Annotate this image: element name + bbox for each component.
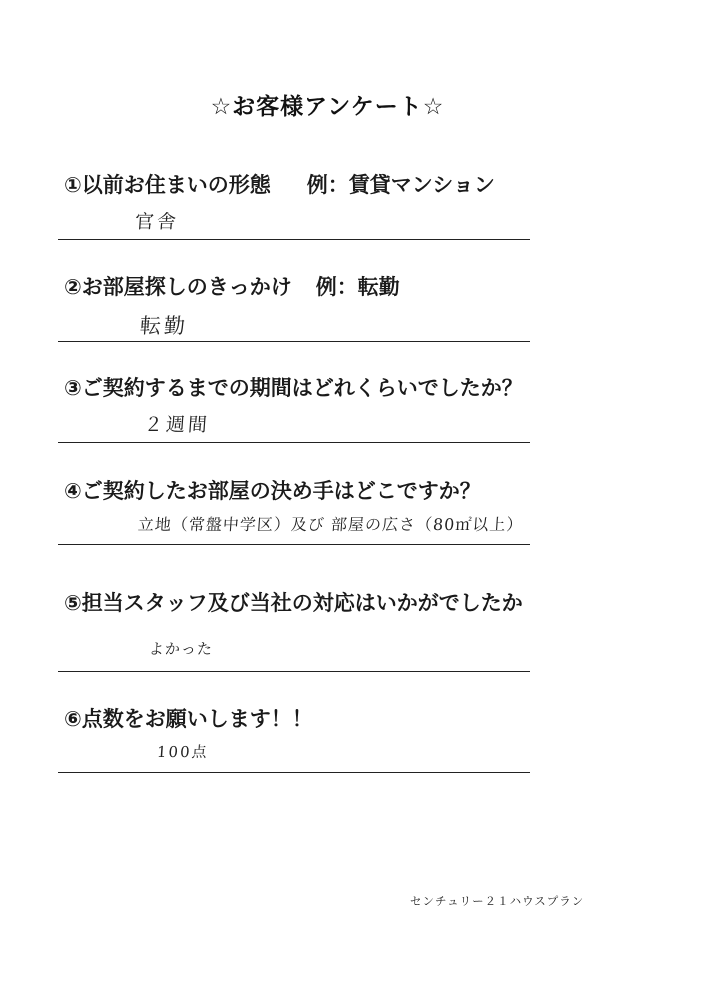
question-4 [64,475,481,505]
question-1 [64,169,495,199]
question-5 [64,587,523,617]
question-1-example: 例：賃貸マンション [306,173,495,197]
answer-line-3 [58,442,530,443]
answer-6: 100点 [156,743,210,761]
question-5-text: ⑤担当スタッフ及び当社の対応はいかがでしたか [64,591,523,615]
answer-line-2 [58,341,530,342]
page-title: ☆お客様アンケート☆ [210,94,445,120]
answer-3: ２週間 [143,414,211,436]
question-3-text: ③ご契約するまでの期間はどれくらいでしたか？ [64,376,523,400]
question-6 [64,703,313,733]
answer-line-1 [58,239,530,240]
question-2 [64,271,400,301]
question-6-text: ⑥点数をお願いします！！ [64,707,313,731]
answer-4: 立地（常盤中学区）及び 部屋の広さ（80㎡以上） [137,515,525,534]
question-4-text: ④ご契約したお部屋の決め手はどこですか？ [64,479,481,503]
answer-line-6 [58,772,530,773]
answer-2: 転勤 [139,314,189,338]
answer-5: よかった [148,640,214,658]
company-name: センチュリー２１ハウスプラン [410,894,585,908]
question-2-text: ②お部屋探しのきっかけ [64,275,292,299]
question-1-text: ①以前お住まいの形態 [64,173,271,197]
question-2-example: 例：転勤 [315,275,400,299]
question-3 [64,372,523,402]
answer-line-4 [58,544,530,545]
answer-line-5 [58,671,530,672]
answer-1: 官舎 [134,211,180,233]
